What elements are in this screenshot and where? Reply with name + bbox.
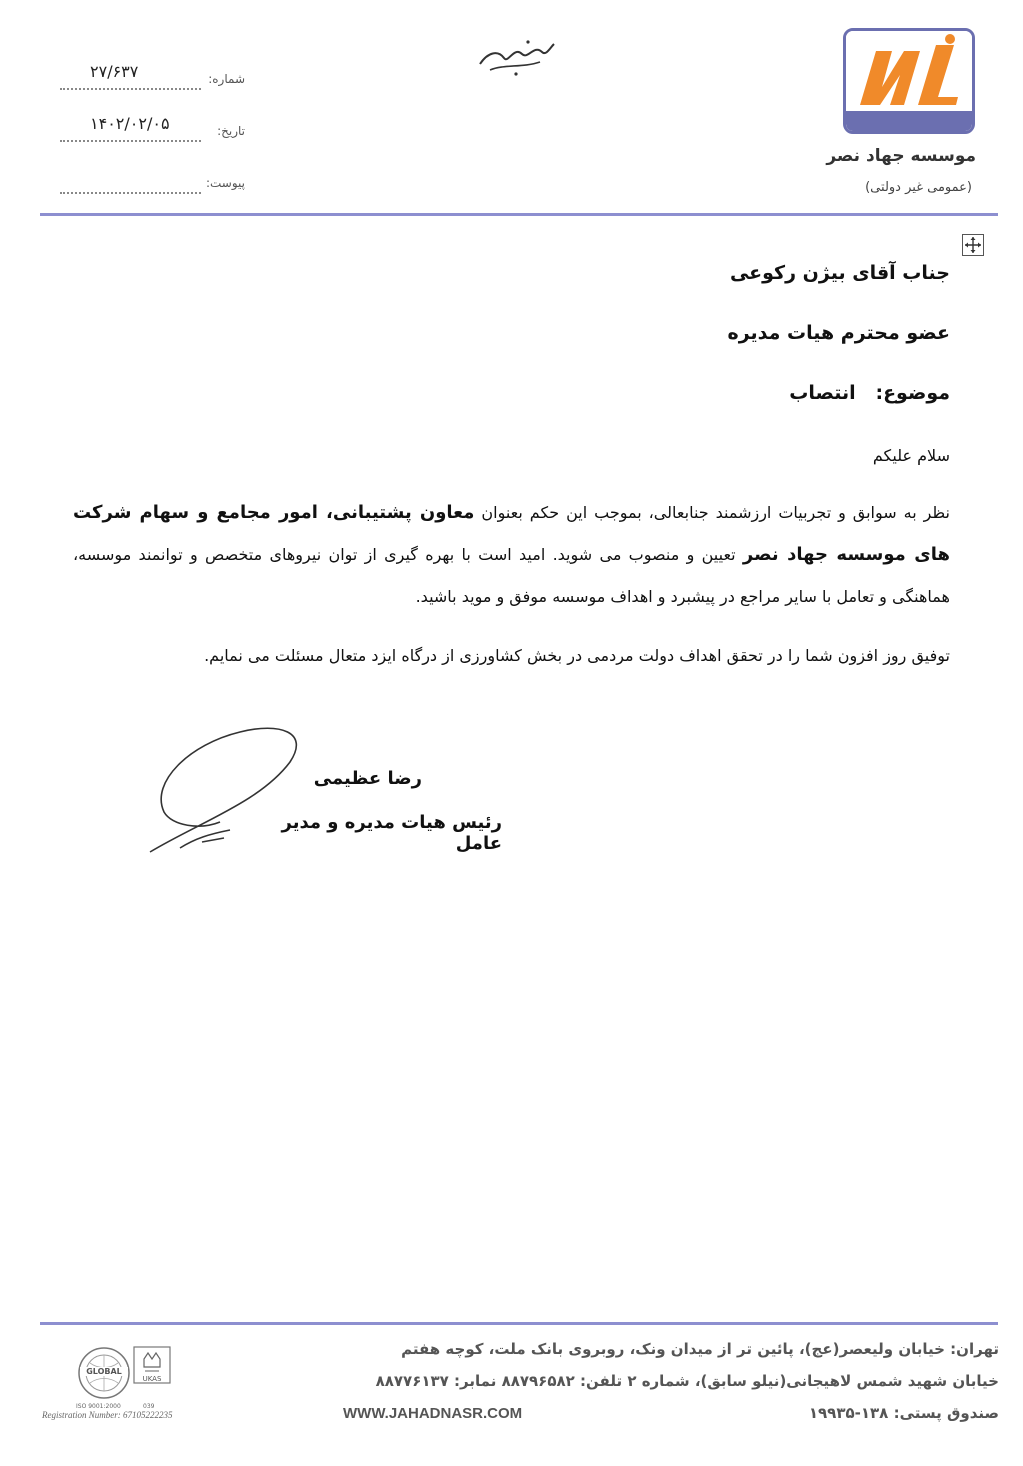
organization-logo xyxy=(843,28,975,134)
letter-number-value: ۲۷/۶۳۷ xyxy=(90,62,139,81)
subject-line xyxy=(789,382,950,404)
footer-divider xyxy=(40,1322,998,1325)
invocation-calligraphy xyxy=(470,34,560,80)
ukas-certification-mark xyxy=(132,1345,172,1395)
recipient-name: جناب آقای بیژن رکوعی xyxy=(729,262,950,284)
dotted-line xyxy=(60,88,201,90)
letter-number-field xyxy=(60,62,245,90)
move-handle-icon[interactable] xyxy=(962,234,984,256)
ukas-mark-label: UKAS xyxy=(142,1375,162,1383)
letter-attachment-label: پیوست: xyxy=(205,176,245,190)
greeting: سلام علیکم xyxy=(872,446,950,465)
footer-address-line-1: تهران: خیابان ولیعصر(عج)، پائین تر از میدان ونک، روبروی بانک ملت، کوچه هفتم xyxy=(401,1340,999,1358)
iso-standard-label: ISO 9001:2000 xyxy=(76,1403,121,1410)
recipient-title: عضو محترم هیات مدیره xyxy=(727,322,950,344)
certificate-number: 039 xyxy=(143,1403,155,1410)
signer-name: رضا عظیمی xyxy=(313,768,422,789)
letter-number-label: شماره: xyxy=(208,72,245,86)
footer-postal-box: صندوق پستی: ۱۳۸-۱۹۹۳۵ xyxy=(808,1404,999,1422)
letter-date-field xyxy=(60,114,245,142)
para1-rest: تعیین و منصوب می شوید. امید است با بهره گیری از توان نیروهای متخصص و توانمند موسسه، هماهنگی و تعامل با سایر مراجع در پیشبرد و اهداف موسسه موفق و موید باشید. xyxy=(73,545,950,606)
letter-attachment-field xyxy=(60,174,245,194)
organization-name: موسسه جهاد نصر xyxy=(826,146,976,166)
signer-title: رئیس هیات مدیره و مدیر عامل xyxy=(281,812,502,854)
header-divider xyxy=(40,213,998,216)
subject-label: موضوع: xyxy=(875,382,950,404)
global-certification-seal xyxy=(76,1345,132,1401)
body-paragraph-1 xyxy=(73,492,950,618)
subject-value: انتصاب xyxy=(789,382,856,404)
registration-number: Registration Number: 67105222235 xyxy=(42,1410,173,1420)
global-seal-label: GLOBAL xyxy=(80,1367,128,1376)
letter-date-label: تاریخ: xyxy=(217,124,245,138)
footer-address-line-2: خیابان شهید شمس لاهیجانی(نیلو سابق)، شماره ۲ تلفن: ۸۸۷۹۶۵۸۲ نمابر: ۸۸۷۷۶۱۳۷ xyxy=(375,1372,999,1390)
footer-website-link[interactable]: WWW.JAHADNASR.COM xyxy=(343,1405,523,1422)
organization-type: (عمومی غیر دولتی) xyxy=(865,180,972,195)
body-paragraph-2: توفیق روز افزون شما را در تحقق اهداف دولت مردمی در بخش کشاورزی از درگاه ایزد متعال مسئلت می نمایم. xyxy=(204,646,950,665)
dotted-line xyxy=(60,140,201,142)
para1-intro: نظر به سوابق و تجربیات ارزشمند جنابعالی، بموجب این حکم بعنوان xyxy=(474,503,950,522)
para1-position: معاون پشتیبانی، امور مجامع و سهام شرکت های موسسه جهاد نصر xyxy=(73,502,950,565)
letter-date-value: ۱۴۰۲/۰۲/۰۵ xyxy=(90,114,170,133)
dotted-line xyxy=(60,192,201,194)
letterhead-invocation xyxy=(470,34,560,80)
